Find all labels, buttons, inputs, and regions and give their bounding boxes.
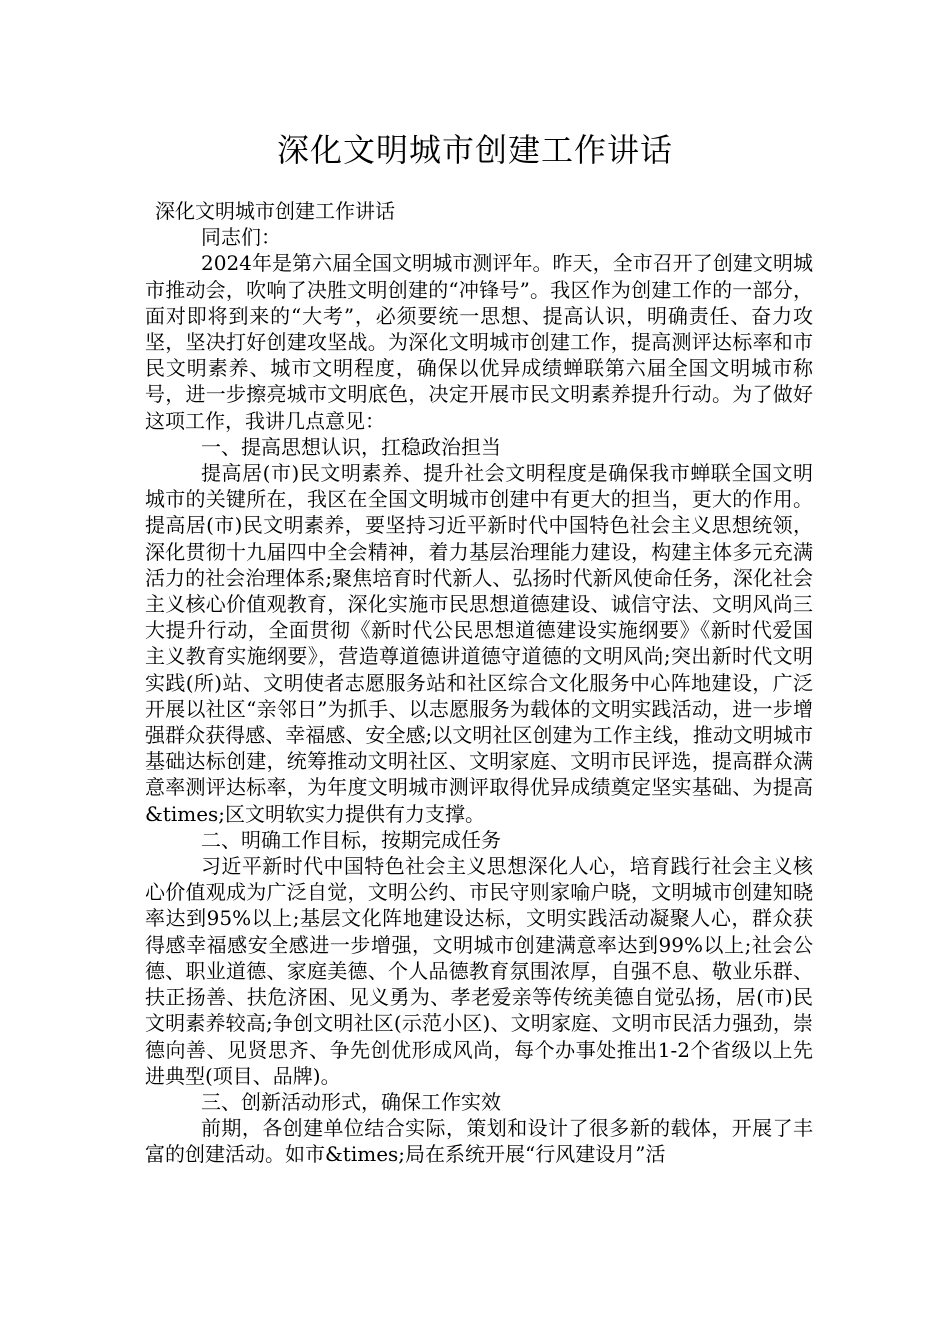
paragraph-intro: 2024年是第六届全国文明城市测评年。昨天，全市召开了创建文明城市推动会，吹响了决胜文明创建的“冲锋号”。我区作为创建工作的一部分，面对即将到来的“大考”，必须要统一思想、提高认识，明确责任、奋力攻坚，坚决打好创建攻坚战。为深化文明城市创建工作，提高测评达标率和市民文明素养、城市文明程度，确保以优异成绩蝉联第六届全国文明城市称号，进一步擦亮城市文明底色，决定开展市民文明素养提升行动。为了做好这项工作，我讲几点意见： [145,251,813,433]
paragraph-section-1: 提高居(市)民文明素养、提升社会文明程度是确保我市蝉联全国文明城市的关键所在，我区在全国文明城市创建中有更大的担当，更大的作用。提高居(市)民文明素养，要坚持习近平新时代中国特色社会主义思想统领，深化贯彻十九届四中全会精神，着力基层治理能力建设，构建主体多元充满活力的社会治理体系;聚焦培育时代新人、弘扬时代新风使命任务，深化社会主义核心价值观教育，深化实施市民思想道德建设、诚信守法、文明风尚三大提升行动，全面贯彻《新时代公民思想道德建设实施纲要》《新时代爱国主义教育实施纲要》，营造尊道德讲道德守道德的文明风尚;突出新时代文明实践(所)站、文明使者志愿服务站和社区综合文化服务中心阵地建设，广泛开展以社区“亲邻日”为抓手、以志愿服务为载体的文明实践活动，进一步增强群众获得感、幸福感、安全感;以文明社区创建为工作主线，推动文明城市基础达标创建，统筹推动文明社区、文明家庭、文明市民评选，提高群众满意率测评达标率，为年度文明城市测评取得优异成绩奠定坚实基础、为提高&times;区文明软实力提供有力支撑。 [145,461,813,826]
section-heading-1: 一、提高思想认识，扛稳政治担当 [201,434,501,459]
paragraph-section-2: 习近平新时代中国特色社会主义思想深化人心，培育践行社会主义核心价值观成为广泛自觉，文明公约、市民守则家喻户晓，文明城市创建知晓率达到95%以上;基层文化阵地建设达标，文明实践活动凝聚人心，群众获得感幸福感安全感进一步增强，文明城市创建满意率达到99%以上;社会公德、职业道德、家庭美德、个人品德教育氛围浓厚，自强不息、敬业乐群、扶正扬善、扶危济困、见义勇为、孝老爱亲等传统美德自觉弘扬，居(市)民文明素养较高;争创文明社区(示范小区)、文明家庭、文明市民活力强劲，崇德向善、见贤思齐、争先创优形成风尚，每个办事处推出1-2个省级以上先进典型(项目、品牌)。 [145,854,813,1088]
paragraph-section-3: 前期，各创建单位结合实际，策划和设计了很多新的载体，开展了丰富的创建活动。如市&times;局在系统开展“行风建设月”活 [145,1116,813,1167]
greeting-line: 同志们： [201,225,281,250]
document-subtitle: 深化文明城市创建工作讲话 [155,199,395,223]
document-body [145,198,813,1168]
document-title: 深化文明城市创建工作讲话 [276,131,673,169]
section-heading-2: 二、明确工作目标，按期完成任务 [201,827,501,852]
section-heading-3: 三、创新活动形式，确保工作实效 [201,1089,501,1114]
